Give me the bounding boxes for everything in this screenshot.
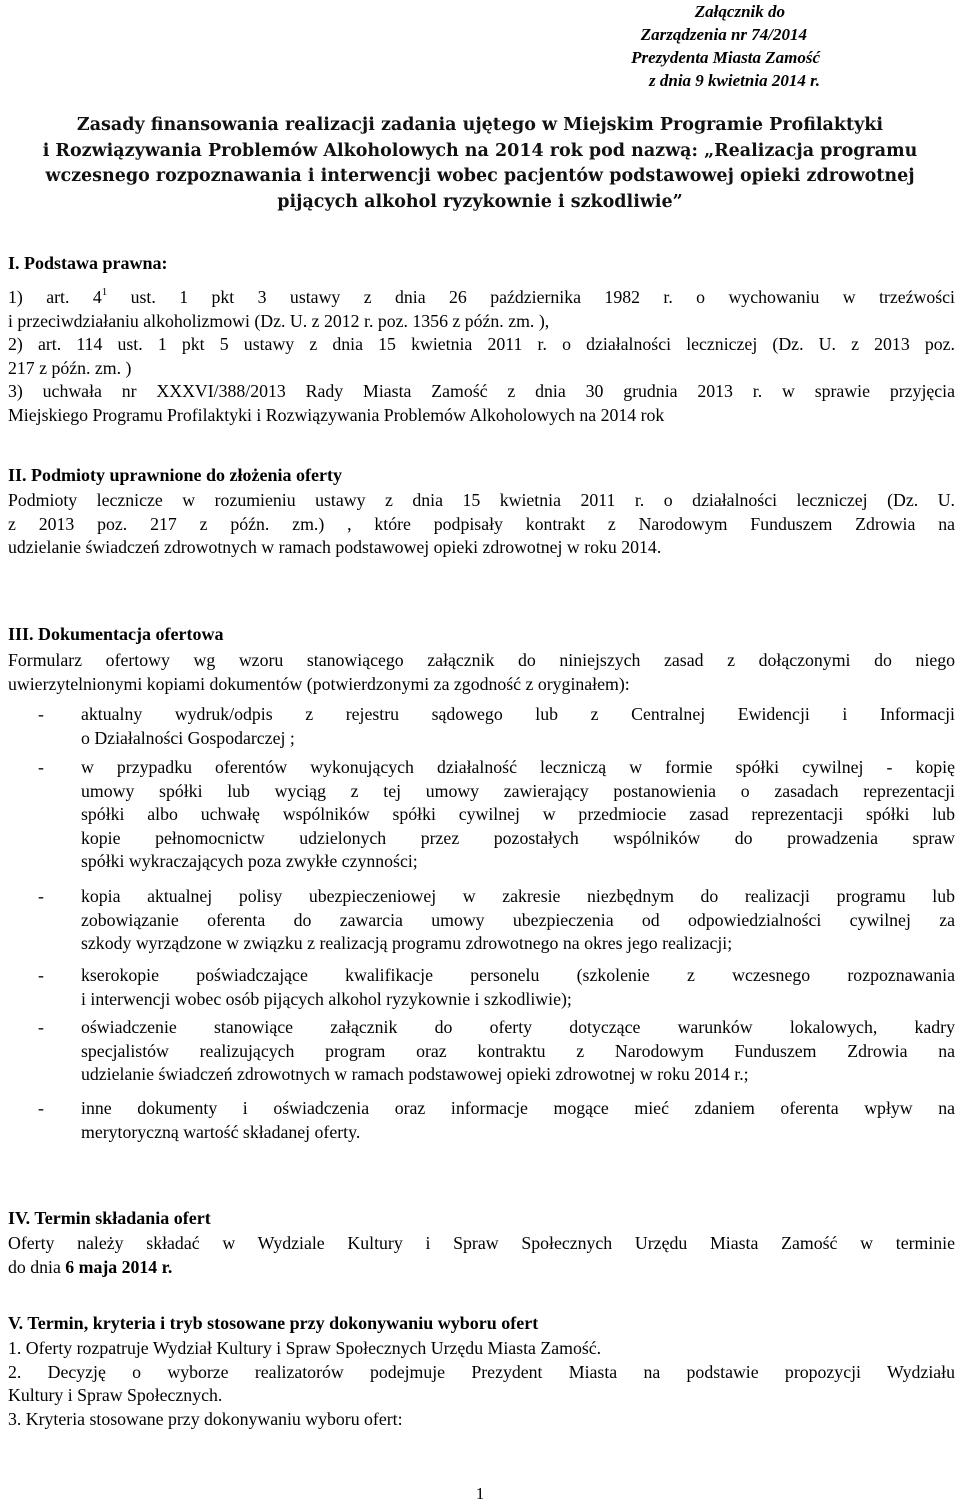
bullet-3-line-3: szkody wyrządzone w związku z realizacją programu zdrowotnego na okres jego realizacji; [81,933,733,953]
section-5-item-3: 3. Kryteria stosowane przy dokonywaniu wyboru ofert: [8,1408,403,1429]
section-4-body [8,1232,955,1279]
attachment-line-4: z dnia 9 kwietnia 2014 r. [649,71,820,90]
bullet-4-line-1: kserokopie poświadczające kwalifikacje personelu (szkolenie z wczesnego rozpoznawania [81,965,955,985]
bullet-4-line-2: i interwencji wobec osób pijących alkohol ryzykownie i szkodliwie); [81,988,572,1009]
bullet-5-text [81,1016,955,1087]
bullet-2-line-1: w przypadku oferentów wykonujących działalność leczniczą w formie spółki cywilnej - kopię [81,757,955,777]
bullet-2-line-5: spółki wykraczających poza zwykłe czynności; [81,851,418,871]
legal-basis-item-3-cont: Miejskiego Programu Profilaktyki i Rozwiązywania Problemów Alkoholowych na 2014 rok [8,404,665,425]
bullet-3-text [81,885,955,956]
legal-basis-item-1-cont: i przeciwdziałaniu alkoholizmowi (Dz. U. z 2012 r. poz. 1356 z późn. zm. ), [8,310,550,331]
title-line-1: Zasady finansowania realizacji zadania ujętego w Miejskim Programie Profilaktyki [76,115,884,135]
section-2-heading: II. Podmioty uprawnione do złożenia oferty [8,465,342,485]
section-5-item-1: 1. Oferty rozpatruje Wydział Kultury i Spraw Społecznych Urzędu Miasta Zamość. [8,1338,602,1358]
section-5-heading: V. Termin, kryteria i tryb stosowane przy dokonywaniu wyboru ofert [8,1313,539,1333]
section-2-line-1: Podmioty lecznicze w rozumieniu ustawy z dnia 15 kwietnia 2011 r. o działalności leczniczej (Dz. U. [8,490,955,510]
bullet-2-text [81,756,955,874]
page-number: 1 [475,1484,485,1503]
section-3-intro [8,649,955,696]
section-3-intro-line-1: Formularz ofertowy wg wzoru stanowiącego załącznik do niniejszych zasad z dołączonymi do niego [8,650,955,670]
deadline-prefix: do dnia [8,1256,66,1277]
item-1-rest: ust. 1 pkt 3 ustawy z dnia 26 października 1982 r. o wychowaniu w trzeźwości [107,287,955,307]
item-1-art: 1) art. 4 [8,287,102,307]
section-4-line-2 [8,1256,955,1280]
legal-basis-item-1 [8,281,955,310]
section-1-body [8,281,955,427]
document-title [0,113,960,215]
section-2-line-3: udzielanie świadczeń zdrowotnych w ramach podstawowej opieki zdrowotnej w roku 2014. [8,537,662,557]
section-1-heading: I. Podstawa prawna: [8,253,168,273]
bullet-5-line-1: oświadczenie stanowiące załącznik do oferty dotyczące warunków lokalowych, kadry [81,1017,955,1037]
legal-basis-item-2-cont: 217 z późn. zm. ) [8,357,132,378]
bullet-2-line-3: spółki albo uchwałę wspólników spółki cywilnej w przedmiocie zasad reprezentacji spółki lub [81,804,955,824]
section-2-line-2: z 2013 poz. 217 z późn. zm.) , które podpisały kontrakt z Narodowym Funduszem Zdrowia na [8,513,955,534]
bullet-dash: - [38,1017,44,1037]
bullet-dash: - [38,1098,44,1118]
item-1-superscript: 1 [101,286,108,298]
title-line-2: i Rozwiązywania Problemów Alkoholowych na 2014 rok pod nazwą: „Realizacja programu [42,140,918,161]
bullet-3-line-1: kopia aktualnej polisy ubezpieczeniowej w zakresie niezbędnym do realizacji programu lub [81,886,955,906]
attachment-line-2: Zarządzenia nr 74/2014 [640,25,807,44]
bullet-6-line-1: inne dokumenty i oświadczenia oraz informacje mogące mieć zdaniem oferenta wpływ na [81,1098,955,1118]
title-line-4: pijących alkohol ryzykownie i szkodliwie” [277,191,683,212]
bullet-dash: - [38,965,44,985]
section-3-heading: III. Dokumentacja ofertowa [8,624,224,644]
legal-basis-item-2: 2) art. 114 ust. 1 pkt 5 ustawy z dnia 15 kwietnia 2011 r. o działalności leczniczej (Dz. U. z 2013 poz. [8,334,955,354]
bullet-6-text [81,1097,955,1144]
attachment-line-1: Załącznik do [694,2,785,21]
bullet-5-line-3: udzielanie świadczeń zdrowotnych w ramach podstawowej opieki zdrowotnej w roku 2014 r.; [81,1064,749,1084]
legal-basis-item-3: 3) uchwała nr XXXVI/388/2013 Rady Miasta Zamość z dnia 30 grudnia 2013 r. w sprawie przyjęcia [8,381,955,401]
bullet-2-line-4: kopie pełnomocnictw udzielonych przez pozostałych wspólników do prowadzenia spraw [81,827,955,848]
bullet-dash: - [38,704,44,724]
bullet-1-line-1: aktualny wydruk/odpis z rejestru sądowego lub z Centralnej Ewidencji i Informacji [81,704,955,724]
deadline-date: 6 maja 2014 r. [65,1256,173,1277]
section-5-body [8,1337,955,1431]
bullet-4-text [81,964,955,1011]
bullet-dash: - [38,757,44,777]
section-4-line-1: Oferty należy składać w Wydziale Kultury i Spraw Społecznych Urzędu Miasta Zamość w terminie [8,1233,955,1253]
bullet-3-line-2: zobowiązanie oferenta do zawarcia umowy ubezpieczenia od odpowiedzialności cywilnej za [81,909,955,930]
section-2-body [8,489,955,560]
attachment-line-3: Prezydenta Miasta Zamość [631,48,820,67]
section-5-item-2-cont: Kultury i Spraw Społecznych. [8,1385,223,1405]
bullet-1-text [81,703,955,750]
title-line-3: wczesnego rozpoznawania i interwencji wobec pacjentów podstawowej opieki zdrowotnej [45,166,915,186]
bullet-1-line-2: o Działalności Gospodarczej ; [81,727,295,748]
section-5-item-2: 2. Decyzję o wyborze realizatorów podejmuje Prezydent Miasta na podstawie propozycji Wydziału [8,1361,955,1382]
section-3-intro-line-2: uwierzytelnionymi kopiami dokumentów (potwierdzonymi za zgodność z oryginałem): [8,673,630,694]
bullet-6-line-2: merytoryczną wartość składanej oferty. [81,1121,361,1142]
bullet-dash: - [38,886,44,906]
section-4-heading: IV. Termin składania ofert [8,1208,211,1228]
bullet-2-line-2: umowy spółki lub wyciąg z tej umowy zawierający postanowienia o zasadach reprezentacji [81,780,955,801]
bullet-5-line-2: specjalistów realizujących program oraz kontraktu z Narodowym Funduszem Zdrowia na [81,1040,955,1061]
